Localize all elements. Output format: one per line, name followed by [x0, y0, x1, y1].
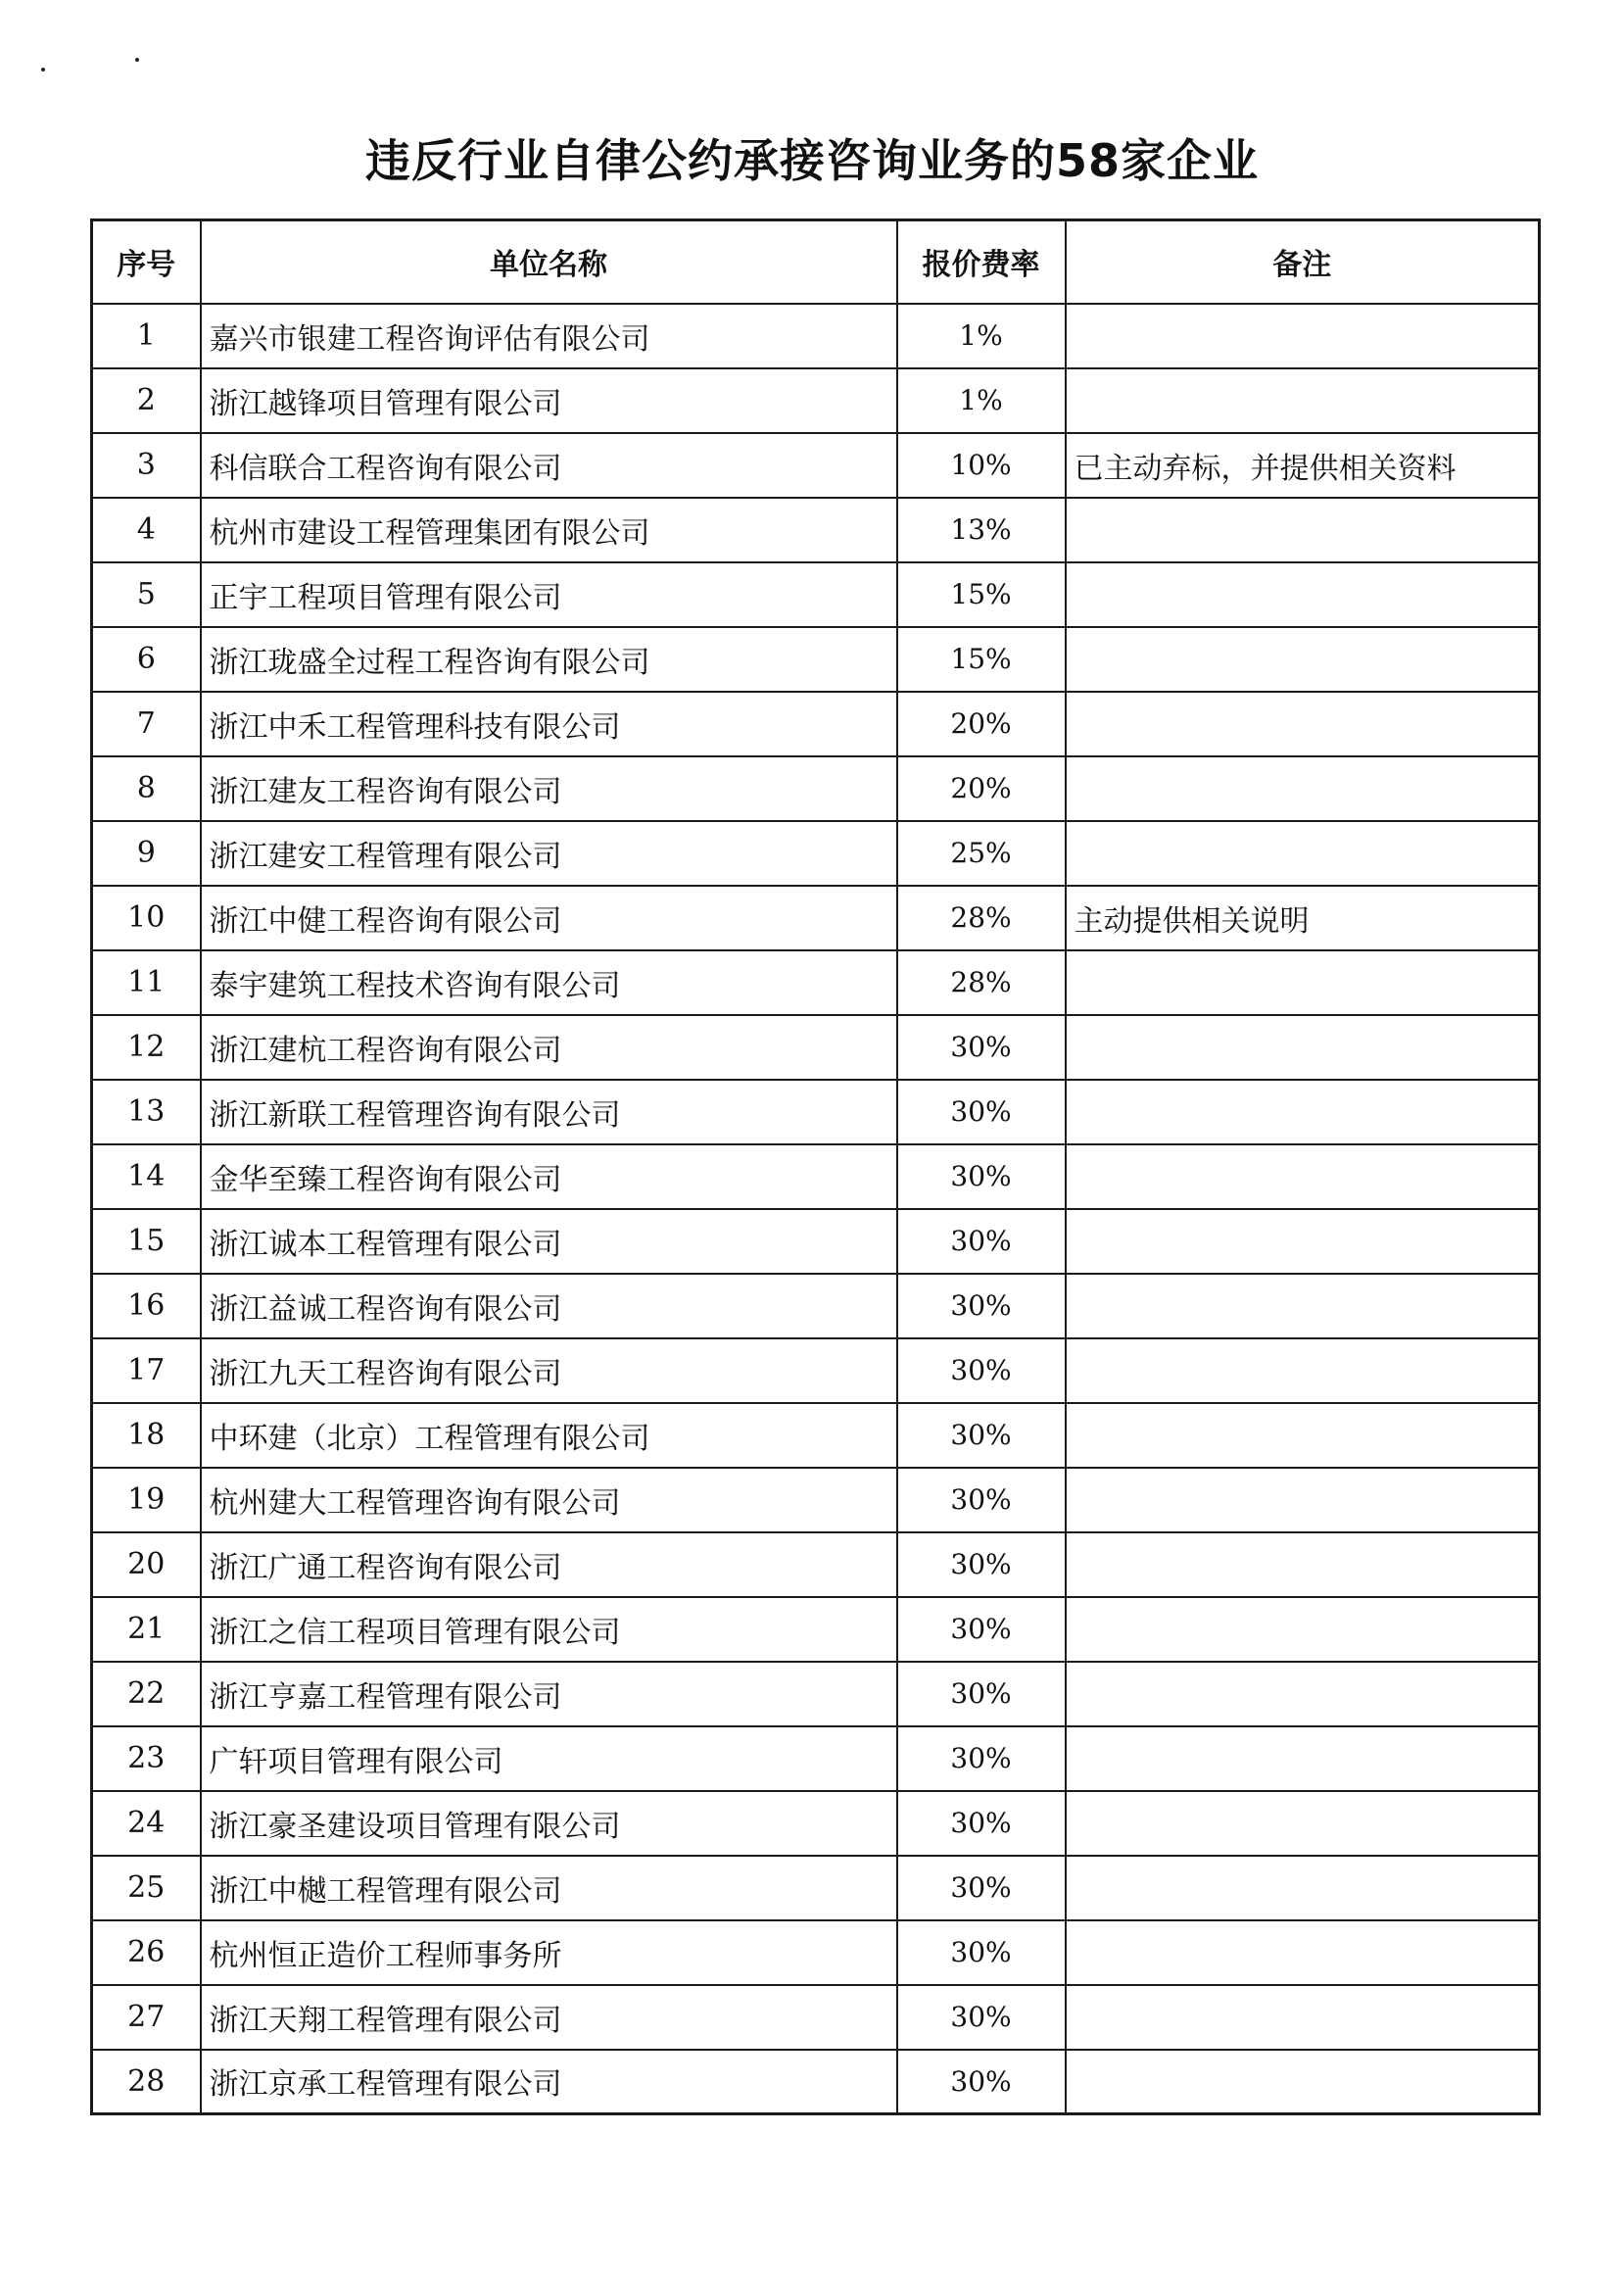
table-row	[92, 498, 1540, 562]
company-name-cell: 浙江广通工程咨询有限公司	[201, 1532, 897, 1597]
table-row	[92, 1403, 1540, 1468]
company-name-cell: 浙江中樾工程管理有限公司	[201, 1856, 897, 1920]
table-row	[92, 886, 1540, 950]
quote-rate-cell: 28%	[897, 950, 1066, 1015]
quote-rate-cell: 30%	[897, 1856, 1066, 1920]
table-row	[92, 1985, 1540, 2050]
serial-number-cell: 4	[92, 498, 201, 562]
table-row	[92, 1209, 1540, 1274]
header-quote-rate: 报价费率	[897, 220, 1066, 304]
company-name-cell: 浙江九天工程咨询有限公司	[201, 1338, 897, 1403]
company-name-cell: 浙江豪圣建设项目管理有限公司	[201, 1791, 897, 1856]
quote-rate-cell: 30%	[897, 1015, 1066, 1080]
table-row	[92, 627, 1540, 692]
company-table	[90, 218, 1541, 2115]
serial-number-cell: 28	[92, 2050, 201, 2114]
table-row	[92, 1468, 1540, 1532]
serial-number-cell: 7	[92, 692, 201, 756]
header-serial-number: 序号	[92, 220, 201, 304]
table-row	[92, 433, 1540, 498]
remarks-cell	[1066, 692, 1540, 756]
company-name-cell: 嘉兴市银建工程咨询评估有限公司	[201, 304, 897, 368]
company-name-cell: 杭州恒正造价工程师事务所	[201, 1920, 897, 1985]
remarks-cell	[1066, 368, 1540, 433]
scan-speck	[135, 58, 139, 62]
remarks-cell: 已主动弃标，并提供相关资料	[1066, 433, 1540, 498]
remarks-cell	[1066, 1403, 1540, 1468]
serial-number-cell: 9	[92, 821, 201, 886]
remarks-cell	[1066, 1338, 1540, 1403]
remarks-cell	[1066, 627, 1540, 692]
quote-rate-cell: 30%	[897, 1338, 1066, 1403]
remarks-cell	[1066, 1920, 1540, 1985]
table-row	[92, 1920, 1540, 1985]
quote-rate-cell: 30%	[897, 1726, 1066, 1791]
remarks-cell	[1066, 1856, 1540, 1920]
company-name-cell: 浙江中禾工程管理科技有限公司	[201, 692, 897, 756]
table-row	[92, 1338, 1540, 1403]
table-row	[92, 1597, 1540, 1662]
company-name-cell: 泰宇建筑工程技术咨询有限公司	[201, 950, 897, 1015]
quote-rate-cell: 30%	[897, 1985, 1066, 2050]
quote-rate-cell: 1%	[897, 368, 1066, 433]
company-name-cell: 浙江建友工程咨询有限公司	[201, 756, 897, 821]
remarks-cell	[1066, 1791, 1540, 1856]
serial-number-cell: 19	[92, 1468, 201, 1532]
company-name-cell: 浙江建安工程管理有限公司	[201, 821, 897, 886]
quote-rate-cell: 30%	[897, 1468, 1066, 1532]
company-name-cell: 浙江亨嘉工程管理有限公司	[201, 1662, 897, 1726]
serial-number-cell: 16	[92, 1274, 201, 1338]
quote-rate-cell: 30%	[897, 1274, 1066, 1338]
serial-number-cell: 21	[92, 1597, 201, 1662]
quote-rate-cell: 15%	[897, 627, 1066, 692]
remarks-cell	[1066, 1468, 1540, 1532]
table-row	[92, 1532, 1540, 1597]
company-name-cell: 科信联合工程咨询有限公司	[201, 433, 897, 498]
company-name-cell: 浙江诚本工程管理有限公司	[201, 1209, 897, 1274]
quote-rate-cell: 20%	[897, 692, 1066, 756]
remarks-cell	[1066, 1726, 1540, 1791]
quote-rate-cell: 30%	[897, 1403, 1066, 1468]
serial-number-cell: 14	[92, 1144, 201, 1209]
table-row	[92, 1662, 1540, 1726]
serial-number-cell: 20	[92, 1532, 201, 1597]
serial-number-cell: 3	[92, 433, 201, 498]
remarks-cell	[1066, 498, 1540, 562]
company-name-cell: 浙江新联工程管理咨询有限公司	[201, 1080, 897, 1144]
serial-number-cell: 22	[92, 1662, 201, 1726]
table-body	[92, 304, 1540, 2114]
table-row	[92, 692, 1540, 756]
serial-number-cell: 18	[92, 1403, 201, 1468]
serial-number-cell: 15	[92, 1209, 201, 1274]
remarks-cell	[1066, 2050, 1540, 2114]
remarks-cell	[1066, 1015, 1540, 1080]
remarks-cell	[1066, 1274, 1540, 1338]
table-row	[92, 821, 1540, 886]
quote-rate-cell: 30%	[897, 1080, 1066, 1144]
remarks-cell	[1066, 1144, 1540, 1209]
company-name-cell: 广轩项目管理有限公司	[201, 1726, 897, 1791]
table-row	[92, 756, 1540, 821]
serial-number-cell: 10	[92, 886, 201, 950]
serial-number-cell: 24	[92, 1791, 201, 1856]
remarks-cell	[1066, 304, 1540, 368]
quote-rate-cell: 15%	[897, 562, 1066, 627]
table-row	[92, 1080, 1540, 1144]
remarks-cell	[1066, 950, 1540, 1015]
serial-number-cell: 8	[92, 756, 201, 821]
header-remarks: 备注	[1066, 220, 1540, 304]
company-name-cell: 浙江益诚工程咨询有限公司	[201, 1274, 897, 1338]
quote-rate-cell: 30%	[897, 1597, 1066, 1662]
quote-rate-cell: 20%	[897, 756, 1066, 821]
quote-rate-cell: 30%	[897, 1662, 1066, 1726]
table-header-row	[92, 220, 1540, 304]
table-row	[92, 1274, 1540, 1338]
company-name-cell: 杭州建大工程管理咨询有限公司	[201, 1468, 897, 1532]
company-name-cell: 浙江珑盛全过程工程咨询有限公司	[201, 627, 897, 692]
quote-rate-cell: 1%	[897, 304, 1066, 368]
serial-number-cell: 5	[92, 562, 201, 627]
serial-number-cell: 27	[92, 1985, 201, 2050]
company-name-cell: 杭州市建设工程管理集团有限公司	[201, 498, 897, 562]
remarks-cell	[1066, 1532, 1540, 1597]
quote-rate-cell: 30%	[897, 1920, 1066, 1985]
remarks-cell	[1066, 1080, 1540, 1144]
serial-number-cell: 2	[92, 368, 201, 433]
serial-number-cell: 23	[92, 1726, 201, 1791]
company-name-cell: 浙江之信工程项目管理有限公司	[201, 1597, 897, 1662]
header-company-name: 单位名称	[201, 220, 897, 304]
table-row	[92, 950, 1540, 1015]
serial-number-cell: 13	[92, 1080, 201, 1144]
company-name-cell: 浙江天翔工程管理有限公司	[201, 1985, 897, 2050]
serial-number-cell: 26	[92, 1920, 201, 1985]
table-row	[92, 1144, 1540, 1209]
remarks-cell	[1066, 756, 1540, 821]
company-name-cell: 浙江越锋项目管理有限公司	[201, 368, 897, 433]
quote-rate-cell: 30%	[897, 1144, 1066, 1209]
company-name-cell: 浙江中健工程咨询有限公司	[201, 886, 897, 950]
quote-rate-cell: 30%	[897, 2050, 1066, 2114]
remarks-cell	[1066, 562, 1540, 627]
table-row	[92, 2050, 1540, 2114]
quote-rate-cell: 30%	[897, 1532, 1066, 1597]
table-row	[92, 1726, 1540, 1791]
quote-rate-cell: 10%	[897, 433, 1066, 498]
serial-number-cell: 6	[92, 627, 201, 692]
scan-speck	[41, 68, 45, 72]
serial-number-cell: 11	[92, 950, 201, 1015]
remarks-cell	[1066, 1662, 1540, 1726]
remarks-cell	[1066, 821, 1540, 886]
company-name-cell: 金华至臻工程咨询有限公司	[201, 1144, 897, 1209]
company-name-cell: 正宇工程项目管理有限公司	[201, 562, 897, 627]
quote-rate-cell: 30%	[897, 1209, 1066, 1274]
table-row	[92, 368, 1540, 433]
company-name-cell: 浙江京承工程管理有限公司	[201, 2050, 897, 2114]
remarks-cell	[1066, 1597, 1540, 1662]
company-name-cell: 中环建（北京）工程管理有限公司	[201, 1403, 897, 1468]
remarks-cell	[1066, 1985, 1540, 2050]
quote-rate-cell: 30%	[897, 1791, 1066, 1856]
remarks-cell: 主动提供相关说明	[1066, 886, 1540, 950]
serial-number-cell: 25	[92, 1856, 201, 1920]
remarks-cell	[1066, 1209, 1540, 1274]
quote-rate-cell: 13%	[897, 498, 1066, 562]
table-row	[92, 304, 1540, 368]
table-row	[92, 1791, 1540, 1856]
table-row	[92, 562, 1540, 627]
company-name-cell: 浙江建杭工程咨询有限公司	[201, 1015, 897, 1080]
table-row	[92, 1856, 1540, 1920]
page-title: 违反行业自律公约承接咨询业务的58家企业	[364, 134, 1259, 187]
serial-number-cell: 12	[92, 1015, 201, 1080]
quote-rate-cell: 28%	[897, 886, 1066, 950]
serial-number-cell: 17	[92, 1338, 201, 1403]
serial-number-cell: 1	[92, 304, 201, 368]
quote-rate-cell: 25%	[897, 821, 1066, 886]
table-row	[92, 1015, 1540, 1080]
